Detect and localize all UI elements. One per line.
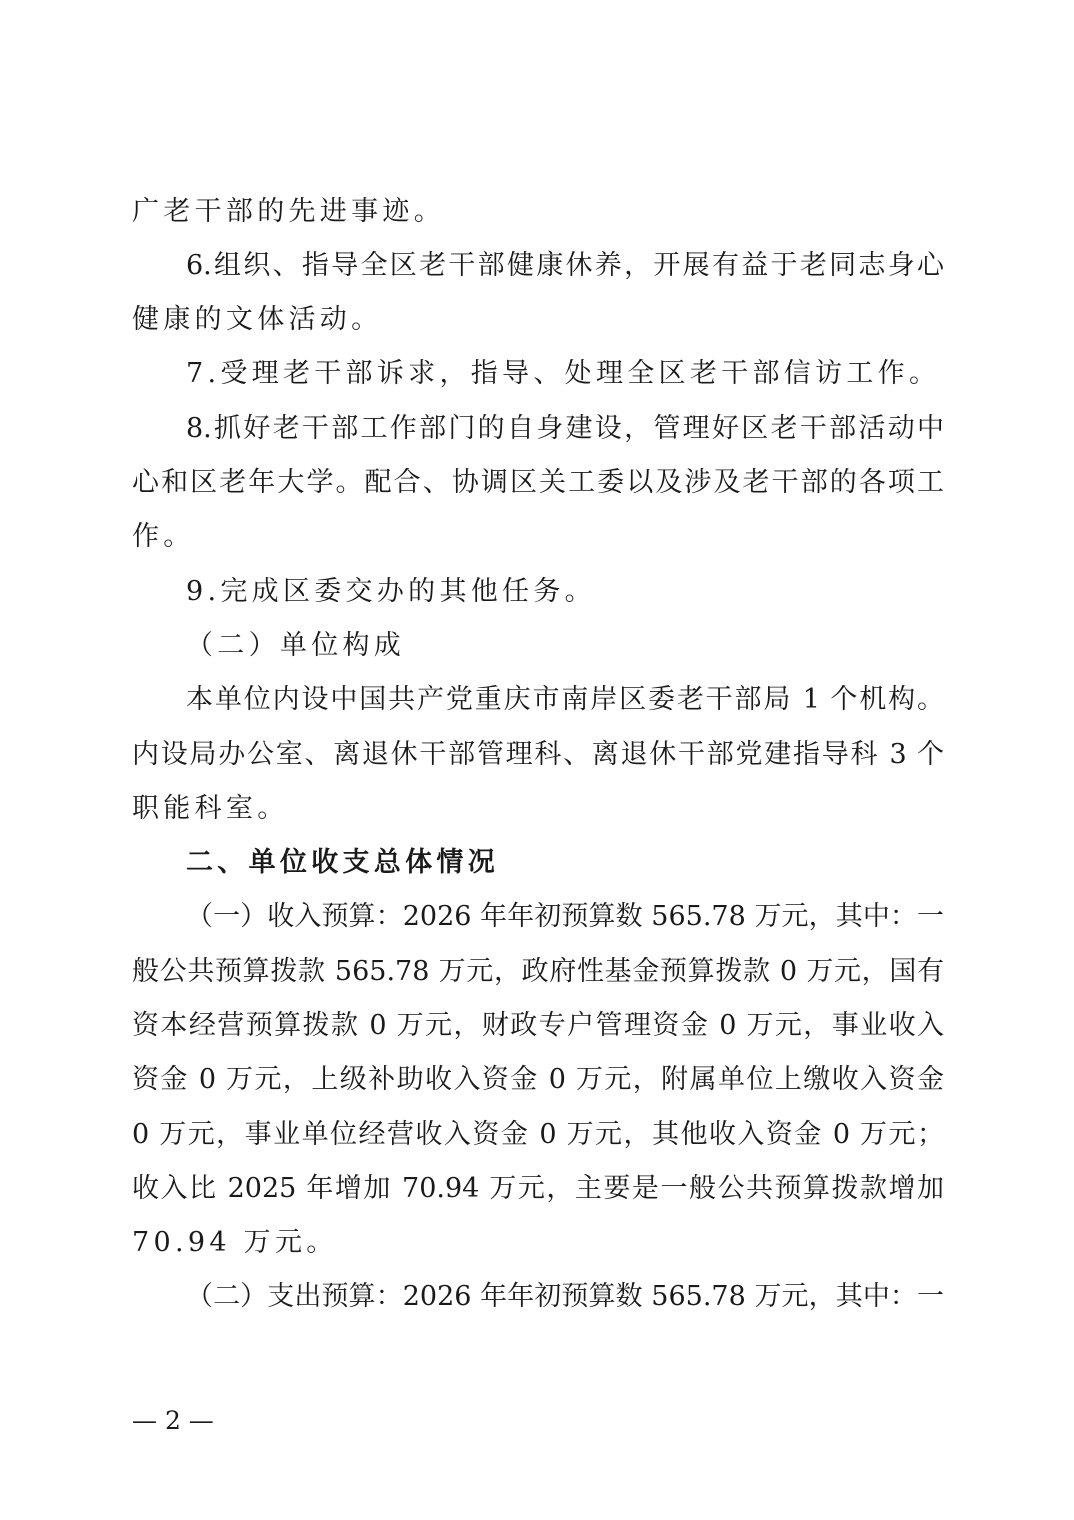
text-line-expenditure-1: （二）支出预算：2026 年年初预算数 565.78 万元，其中：一: [186, 1281, 944, 1312]
text-line-income-6: 收入比 2025 年增加 70.94 万元，主要是一般公共预算拨款增加: [132, 1173, 944, 1204]
text-line-item-7: 7.受理老干部诉求，指导、处理全区老干部信访工作。: [186, 358, 941, 389]
text-line-income-3: 资本经营预算拨款 0 万元，财政专户管理资金 0 万元，事业收入: [132, 1010, 944, 1041]
text-line-item-9: 9.完成区委交办的其他任务。: [186, 576, 596, 607]
subheading-unit-composition: （二）单位构成: [186, 630, 406, 661]
text-line-income-7: 70.94 万元。: [132, 1227, 338, 1258]
text-line-composition-1: 本单位内设中国共产党重庆市南岸区委老干部局 1 个机构。: [186, 684, 944, 715]
section-heading: 二、单位收支总体情况: [186, 847, 499, 878]
text-line-item-8: 8.抓好老干部工作部门的自身建设，管理好区老干部活动中: [186, 413, 944, 444]
text-line-income-5: 0 万元，事业单位经营收入资金 0 万元，其他收入资金 0 万元；: [132, 1119, 944, 1150]
text-line-composition-2: 内设局办公室、离退休干部管理科、离退休干部党建指导科 3 个: [132, 739, 944, 770]
text-line-income-4: 资金 0 万元，上级补助收入资金 0 万元，附属单位上缴收入资金: [132, 1064, 944, 1095]
text-line-item-8-cont: 心和区老年大学。配合、协调区关工委以及涉及老干部的各项工: [132, 467, 944, 498]
text-line-composition-3: 职能科室。: [132, 793, 289, 824]
text-line-continuation: 广老干部的先进事迹。: [132, 196, 445, 227]
text-line-income-1: （一）收入预算：2026 年年初预算数 565.78 万元，其中：一: [186, 901, 944, 932]
text-line-item-6-cont: 健康的文体活动。: [132, 304, 383, 335]
text-line-item-6: 6.组织、指导全区老干部健康休养，开展有益于老同志身心: [186, 250, 944, 281]
text-line-item-8-end: 作。: [132, 521, 195, 552]
page-number: — 2 —: [132, 1406, 214, 1435]
text-line-income-2: 般公共预算拨款 565.78 万元，政府性基金预算拨款 0 万元，国有: [132, 956, 944, 987]
